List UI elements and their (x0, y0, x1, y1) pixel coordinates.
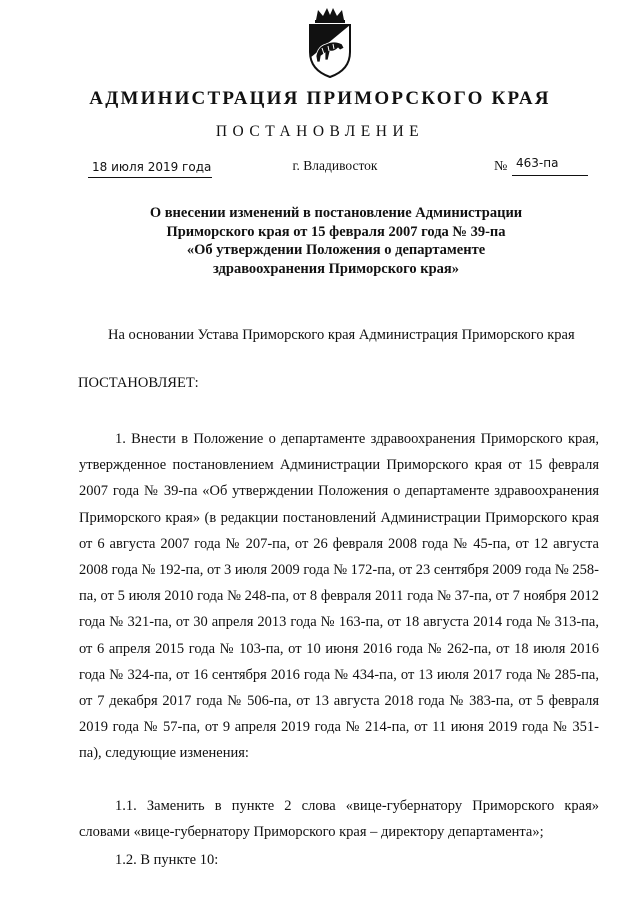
title-line: «Об утверждении Положения о департаменте (186, 242, 486, 258)
paragraph-1: 1. Внести в Положение о департаменте здравоохранения Приморского края, утвержденное постановлением Администрации Приморского края от 15 февраля 2007 года № 39-па «Об утверждении Положения о департаменте здравоохранения Приморского края» (в редакции постановлений Администрации Приморского края от 6 августа 2007 года № 207-па, от 26 февраля 2008 года № 45-па, от 12 августа 2008 года № 192-па, от 3 июля 2009 года № 172-па, от 23 сентября 2009 года № 258-па, от 5 июля 2010 года № 248-па, от 8 февраля 2011 года № 37-па, от 7 ноября 2012 года № 321-па, от 30 апреля 2013 года № 163-па, от 18 августа 2014 года № 313-па, от 6 апреля 2015 года № 103-па, от 10 июня 2016 года № 262-па, от 18 июля 2016 года № 324-па, от 16 сентября 2016 года № 434-па, от 13 июля 2017 года № 285-па, от 7 декабря 2017 года № 506-па, от 13 августа 2018 года № 383-па, от 5 февраля 2019 года № 57-па, от 9 апреля 2019 года № 214-па, от 11 июня 2019 года № 351-па), следующие изменения: (79, 431, 599, 762)
city: г. Владивосток (292, 158, 378, 173)
document-type: ПОСТАНОВЛЕНИЕ (215, 123, 425, 140)
date-underline (88, 177, 212, 178)
number-underline (512, 175, 588, 176)
document-date: 18 июля 2019 года (92, 160, 212, 174)
paragraph-1-1: 1.1. Заменить в пункте 2 слова «вице-губернатору Приморского края» словами «вице-губернатору Приморского края – директору департамента»; (79, 798, 599, 841)
document-title (0, 204, 640, 278)
title-line: Приморского края от 15 февраля 2007 года № 39-па (166, 223, 506, 240)
title-line: О внесении изменений в постановление Администрации (149, 205, 523, 221)
document-number: 463-па (516, 156, 559, 170)
resolves-heading: ПОСТАНОВЛЯЕТ: (78, 375, 199, 391)
coat-of-arms-icon (300, 6, 360, 80)
number-label: № (494, 159, 508, 174)
paragraph-1-2: 1.2. В пункте 10: (115, 852, 219, 868)
organization-name: АДМИНИСТРАЦИЯ ПРИМОРСКОГО КРАЯ (89, 88, 551, 109)
title-line: здравоохранения Приморского края» (212, 260, 460, 277)
basis-statement: На основании Устава Приморского края Администрация Приморского края (108, 327, 575, 343)
